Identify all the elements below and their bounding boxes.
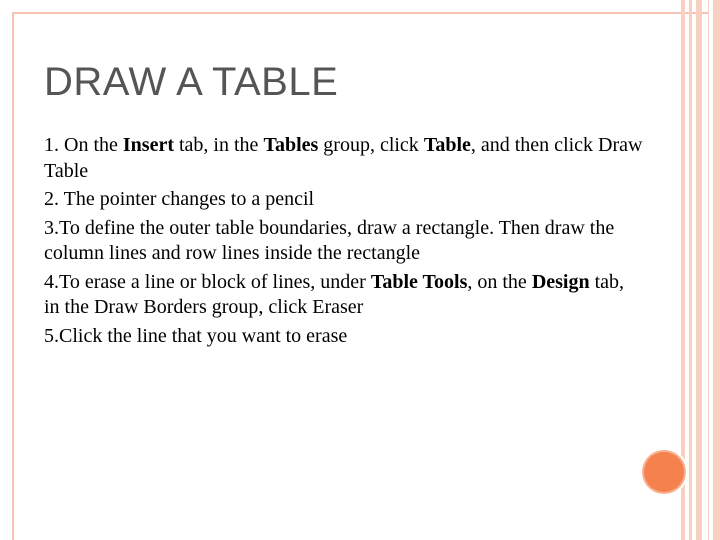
step-bold-text: Table Tools: [370, 270, 468, 293]
decorative-stripe: [713, 0, 720, 540]
step-text: , on the: [467, 270, 532, 293]
step-bold-text: Insert: [122, 134, 174, 156]
decorative-stripe: [708, 0, 709, 540]
slide-title: DRAW A TABLE: [44, 60, 339, 104]
step-text: 4.To erase a line or block of lines, under: [44, 270, 371, 293]
step-text: 1. On the: [44, 134, 123, 156]
step-text: 5.Click the line that you want to erase: [44, 324, 348, 347]
step-text: 2. The pointer changes to a pencil: [44, 188, 315, 210]
step-text: 3.To define the outer table boundaries, draw a rectangle. Then draw the column lines and row lines inside the rectangle: [44, 216, 615, 264]
step-item-4: [44, 270, 644, 321]
decorative-stripe: [696, 0, 702, 540]
step-bold-text: Table: [423, 134, 471, 156]
step-item-2: [44, 187, 644, 213]
steps-list: [44, 133, 644, 352]
step-text: tab, in the: [174, 134, 264, 156]
decorative-circle-icon: [644, 452, 684, 492]
step-bold-text: Tables: [263, 134, 319, 156]
step-text: , and then click Draw Table: [44, 134, 643, 182]
step-item-1: [44, 133, 644, 184]
step-bold-text: Design: [531, 270, 590, 293]
step-text: tab, in the Draw Borders group, click Eraser: [44, 270, 625, 318]
step-item-5: [44, 324, 644, 350]
decorative-stripe: [689, 0, 692, 540]
step-text: group, click: [318, 134, 424, 156]
step-item-3: [44, 216, 644, 267]
